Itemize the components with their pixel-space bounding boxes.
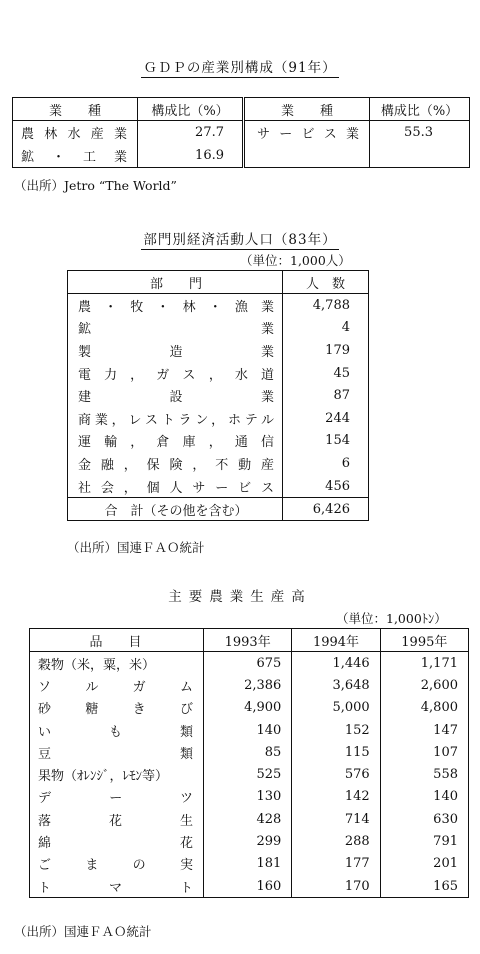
value-1994: 576: [292, 763, 380, 785]
value-1994: 177: [292, 853, 380, 875]
count-value: 6: [341, 455, 350, 471]
total-value: 6,426: [283, 498, 369, 521]
sector-label: 鉱・工業: [13, 144, 138, 168]
value-1995: 147: [433, 722, 458, 738]
item-label: 綿花: [30, 830, 204, 852]
table-row: [68, 362, 369, 385]
value-1993: 675: [204, 652, 292, 675]
header-sector: 部 門: [68, 271, 283, 294]
count-value: 456: [325, 478, 350, 494]
count-value: 179: [325, 342, 350, 358]
sector-label: 電力，ガス，水道: [68, 362, 283, 385]
value-1993: 140: [204, 719, 292, 741]
value-1993: 299: [204, 830, 292, 852]
sector-label: 建設業: [68, 384, 283, 407]
header-sector-right: 業 種: [244, 98, 370, 121]
sector-label: 製造業: [68, 339, 283, 362]
total-row: [68, 498, 369, 521]
value-1995: 630: [433, 811, 458, 827]
table-row: [68, 384, 369, 407]
value-1995: 558: [433, 767, 458, 783]
value-1993: 4,900: [204, 697, 292, 719]
item-label: ソルガム: [30, 674, 204, 696]
value-1995: 165: [433, 878, 458, 894]
sector-label: 商業，レストラン，ホテル: [68, 407, 283, 430]
value-1993: 160: [204, 875, 292, 898]
item-label: 豆類: [30, 741, 204, 763]
item-label: 砂糖きび: [30, 697, 204, 719]
value-1994: 714: [292, 808, 380, 830]
gdp-table: [12, 97, 470, 168]
table-row: [68, 294, 369, 317]
table-row: [68, 339, 369, 362]
value-1995: 791: [433, 834, 458, 850]
table-row: [68, 407, 369, 430]
table-row: [68, 452, 369, 475]
value-1994: 115: [292, 741, 380, 763]
value-1994: 5,000: [292, 697, 380, 719]
header-1994: 1994年: [292, 629, 380, 652]
value-1994: 1,446: [292, 652, 380, 675]
table-row: [30, 697, 469, 719]
value-1995: 1,171: [420, 655, 458, 671]
item-label: ごまの実: [30, 853, 204, 875]
count-value: 244: [325, 410, 350, 426]
count-value: 4: [341, 320, 350, 336]
share-value: 16.9: [138, 144, 244, 168]
table-row: [30, 741, 469, 763]
value-1995: 201: [433, 856, 458, 872]
value-1994: 142: [292, 786, 380, 808]
table-row: [30, 719, 469, 741]
item-label: デーツ: [30, 786, 204, 808]
item-label: 穀物（米，粟，米）: [30, 652, 204, 675]
gdp-title: ＧＤＰの産業別構成（91年）: [143, 60, 337, 76]
share-value: 55.3: [404, 125, 433, 140]
table-row: [30, 652, 469, 675]
total-label: 合 計（その他を含む）: [68, 498, 283, 521]
agriculture-unit: （単位：1,000ﾄﾝ）: [336, 611, 447, 626]
count-value: 45: [333, 365, 350, 381]
employment-source: （出所）国連ＦＡＯ統計: [67, 540, 205, 555]
sector-label: サービス業: [244, 121, 370, 145]
sector-label: 鉱 業: [68, 317, 283, 340]
header-share-right: 構成比（%）: [370, 98, 470, 121]
agriculture-source: （出所）国連ＦＡＯ統計: [14, 924, 152, 939]
empty-cell: [370, 144, 470, 168]
sector-label: 運輸，倉庫，通信: [68, 430, 283, 453]
agriculture-title: 主要農業生産高: [168, 589, 312, 605]
item-label: 落花生: [30, 808, 204, 830]
header-sector-left: 業 種: [13, 98, 138, 121]
sector-label: 農・牧・林・漁業: [68, 294, 283, 317]
item-label: トマト: [30, 875, 204, 898]
value-1995: 107: [433, 744, 458, 760]
value-1995: 140: [433, 789, 458, 805]
employment-table: [67, 270, 369, 521]
value-1994: 170: [292, 875, 380, 898]
table-row: [30, 808, 469, 830]
employment-title: 部門別経済活動人口（83年）: [143, 232, 337, 248]
table-row: [13, 144, 470, 168]
value-1994: 288: [292, 830, 380, 852]
value-1993: 428: [204, 808, 292, 830]
value-1993: 181: [204, 853, 292, 875]
table-row: [30, 786, 469, 808]
count-value: 154: [325, 433, 350, 449]
table-row: [30, 763, 469, 785]
agriculture-table: [29, 628, 469, 898]
empty-cell: [244, 144, 370, 168]
table-row: [30, 674, 469, 696]
table-header-row: [30, 629, 469, 652]
sector-label: 農林水産業: [13, 121, 138, 145]
header-1993: 1993年: [204, 629, 292, 652]
count-value: 87: [333, 388, 350, 404]
header-1995: 1995年: [380, 629, 468, 652]
value-1994: 3,648: [292, 674, 380, 696]
header-share-left: 構成比（%）: [138, 98, 244, 121]
table-row: [30, 830, 469, 852]
table-row: [68, 430, 369, 453]
count-value: 4,788: [312, 297, 350, 313]
value-1993: 525: [204, 763, 292, 785]
value-1995: 2,600: [420, 677, 458, 693]
sector-label: 金融，保険，不動産: [68, 452, 283, 475]
gdp-source: （出所）Jetro “The World”: [14, 178, 177, 193]
value-1993: 2,386: [204, 674, 292, 696]
value-1994: 152: [292, 719, 380, 741]
header-count: 人 数: [283, 271, 369, 294]
table-row: [30, 875, 469, 898]
sector-label: 社会，個人サービス: [68, 475, 283, 498]
share-value: 27.7: [138, 121, 244, 145]
value-1993: 130: [204, 786, 292, 808]
employment-unit: （単位：1,000人）: [240, 253, 351, 268]
table-row: [68, 475, 369, 498]
value-1993: 85: [204, 741, 292, 763]
table-row: [68, 317, 369, 340]
item-label: 果物（ｵﾚﾝｼﾞ，ﾚﾓﾝ等）: [30, 763, 204, 785]
table-header-row: [13, 98, 470, 121]
header-item: 品 目: [30, 629, 204, 652]
item-label: いも類: [30, 719, 204, 741]
table-row: [13, 121, 470, 145]
table-row: [30, 853, 469, 875]
value-1995: 4,800: [420, 700, 458, 716]
table-header-row: [68, 271, 369, 294]
